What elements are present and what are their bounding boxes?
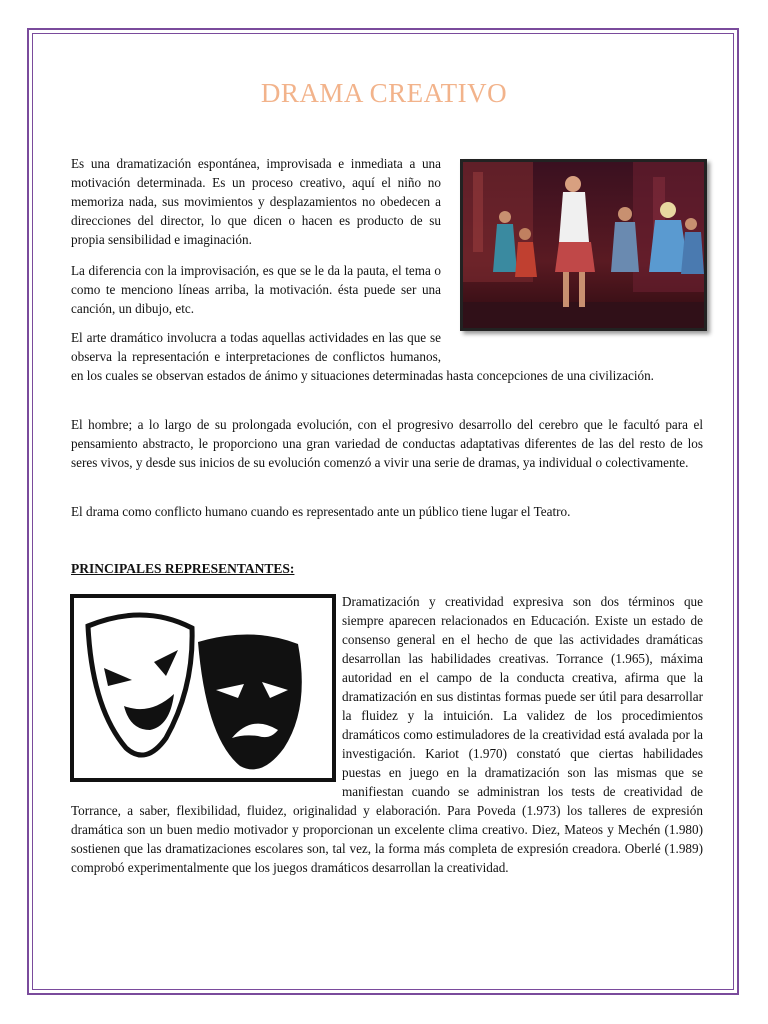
- paragraph-dramatic-art-text: El arte dramático involucra a todas aquellas actividades en las que se observa la representación e interpretaciones de conflictos humanos, en los cuales se observan estados de ánimo y situaciones determinadas hasta concepciones de una civilización.: [71, 330, 654, 383]
- paragraph-theatre: El drama como conflicto humano cuando es representado ante un público tiene lugar el Teatro.: [71, 504, 571, 519]
- paragraph-dramatic-art: [71, 328, 703, 385]
- theatre-masks-image: [70, 594, 336, 782]
- tragedy-mask-icon: [198, 634, 302, 769]
- stage-performance-photo: [460, 159, 707, 331]
- comedy-mask-icon: [88, 615, 192, 755]
- paragraph-definition: Es una dramatización espontánea, improvisada e inmediata a una motivación determinada. Es un proceso creativo, aquí el niño no memoriza nada, sus movimientos y desplazamientos no obedecen a direcciones del director, lo que dicen o hacen es producto de su propia sensibilidad e imaginación.: [71, 156, 441, 247]
- section-heading-representatives: PRINCIPALES REPRESENTANTES:: [71, 561, 295, 576]
- paragraph-human-evolution: El hombre; a lo largo de su prolongada evolución, con el progresivo desarrollo del cerebro que le facultó para el pensamiento abstracto, le proporciono una gran variedad de conductas adaptativas diferentes de las del resto de los seres vivos, y desde sus inicios de su evolución comenzó a vivir una serie de dramas, ya individual o colectivamente.: [71, 417, 703, 470]
- paragraph-representatives-text: Dramatización y creatividad expresiva son dos términos que siempre aparecen relacionados en Educación. Existe un estado de consenso general en el hecho de que las actividades dramáticas desarrollan las habilidades creativas. Torrance (1.965), máxima autoridad en el campo de la conducta creativa, afirma que la dramatización en sus distintas formas puede ser útil para desarrollar la fluidez y la intuición. La validez de los procedimientos dramáticos como estimuladores de la creatividad está avalada por la investigación. Kariot (1.970) constató que ciertas habilidades puestas en juego en la dramatización son las mismas que se manifiestan cuando se administran los tests de creatividad de Torrance, a saber, flexibilidad, fluidez, originalidad y elaboración. Para Poveda (1.973) los talleres de expresión dramática son un buen medio motivador y proporcionan un excelente clima creativo. Diez, Mateos y Mechén (1.980) sostienen que las dramatizaciones escolares son, tal vez, la forma más completa de expresión creadora. Oberlé (1.989) comprobó experimentalmente que los juegos dramáticos desarrollan la creatividad.: [71, 594, 703, 875]
- page-title: DRAMA CREATIVO: [260, 78, 508, 108]
- paragraph-difference: La diferencia con la improvisación, es que se le da la pauta, el tema o como te menciono líneas arriba, la motivación. ésta puede ser una canción, un dibujo, etc.: [71, 263, 441, 316]
